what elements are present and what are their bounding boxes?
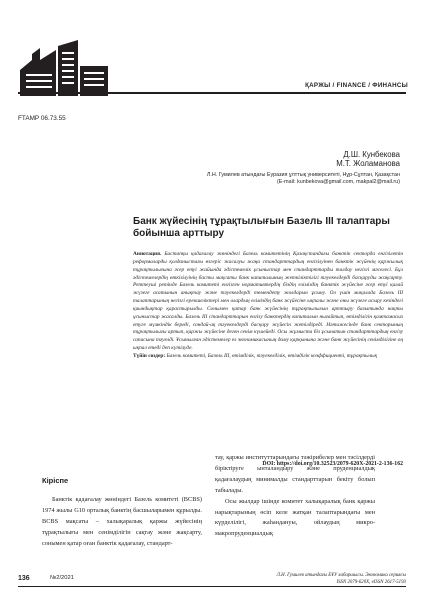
- gtamr-code: FTAMP 06.73.55: [18, 115, 66, 122]
- journal-issn: ISSN 2079-620X, eISSN 2617-5193: [336, 580, 406, 585]
- section-heading-intro: Кіріспе: [42, 476, 69, 485]
- doi-link[interactable]: DOI: https://doi.org/10.32523/2079-620X-2021-2-136-162: [262, 461, 403, 467]
- journal-name: Л.Н. Гумилев атындағы ЕҰУ хабаршысы. Экономика сериясы: [276, 573, 406, 578]
- author-list: [250, 150, 400, 168]
- affiliation-email: (E-mail: kunbekova@gmail.com, makpal2@mail.ru): [277, 179, 400, 186]
- section-label: ҚАРЖЫ / FINANCE / ФИНАНСЫ: [305, 82, 408, 89]
- abstract-label: Аннотация.: [133, 251, 162, 257]
- page-number: 136: [18, 575, 30, 582]
- keywords-label: Түйін сөздер:: [133, 352, 166, 359]
- intro-column-left: [42, 495, 202, 550]
- author-1: Д.Ш. Кунбекова: [343, 150, 400, 159]
- author-2: М.Т. Жоламанова: [336, 159, 400, 168]
- journal-footer: [220, 572, 406, 586]
- university-building-logo: [18, 36, 110, 98]
- abstract-text: Бастапқы қадағалау жөніндегі Базель комитетінің Қазақстандағы банктік секторда енгізілетін реформаларды қолданыстағы өзгеріс жасалуы жаңа стандарттардың енгізілуінен банктік жүйенің қаржылық тұрақтылығына әсер етуі жайында әдістемелік ұсыныстар мен стандарттарды талдау негізгі мәселесі. Бұл әдістемелердің өткізілуінің басты мақсаты банк капиталының жеткіліктілігі тәуекелдерді басқаруды жақсарту. Реттеуші ретінде Базель комитеті енгізген нормативтердің біздің еліміздің банктік жүйесіне әсер етуі қалай жүзеге асатынын анықтау және тәуекелдерді төмендету жолдарын ұсыну. Ол үшін мақалада Базель III талаптарының негізгі ерекшеліктері мен олардың еліміздің банк жүйесіне ықпалы және оны жүзеге асыру кезіндегі қиындықтар қарастырылды. Сонымен қатар банк жүйесінің тұрақтылығын арттыру бағытында нақты ұсыныстар жасалды. Базель III стандарттарын енгізу банктердің капиталын нығайтып, өтімділігін қамтамасыз етуге мүмкіндік береді, сондай-ақ тәуекелдерді басқару жүйесін жетілдіреді. Нәтижесінде банк секторының тұрақтылығы артып, қаржы жүйесіне деген сенім күшейеді. Осы жұмыста біз ұсынатын стандарттардың енгізу сапасына тәуелді. Ұсынылған әдістемелер ел экономикасының даму қарқынына және банк жүйесінің сенімділігіне оң ықпал етеді деп күтілуде.: [133, 251, 403, 352]
- issue-number: №2/2021: [50, 575, 74, 581]
- affiliation-university: Л.Н. Гумилев атындағы Еуразия ұлттық университеті, Нұр-Сұлтан, Қазақстан: [206, 172, 400, 178]
- intro-paragraph-continued: тау, қаржы институттарындағы тәжірибелер мен тәсілдерді біріктіруге ынталандыру және пруденциалдық қадағалаудың минималды стандарттарын бекіту болып табылады.: [215, 454, 375, 494]
- header-rule: [18, 92, 406, 94]
- footer-rule: [18, 586, 406, 587]
- affiliation: [150, 172, 400, 187]
- intro-column-right: [215, 453, 375, 540]
- abstract: [133, 251, 403, 361]
- intro-paragraph: Банктік қадағалау жөніндегі Базель комитеті (BCBS) 1974 жылы G10 орталық банктің басшыларымен құрылды. BCBS мақсаты – халықаралық қаржы жүйесінің тұрақтылығы мен сенімділігін сақтау және жақсарту, сонымен қатар оған банктік қадағалау, стандарт-: [42, 496, 202, 547]
- intro-paragraph-2: Осы жылдар ішінде комитет халықаралық банк қаржы нарықтарының өсіп келе жатқан талаптарындағы мен күрделілігі, жаһандануы, ойлаудың микро-макропруденциалдық: [215, 497, 375, 538]
- keywords-text: Базель комитеті, Базель III, өтімділік, тәуекелділік, өтімділік коэффициенті, тұрақтылық: [166, 352, 378, 359]
- article-title: Банк жүйесінің тұрақтылығын Базель III талаптары бойынша арттыру: [133, 216, 390, 239]
